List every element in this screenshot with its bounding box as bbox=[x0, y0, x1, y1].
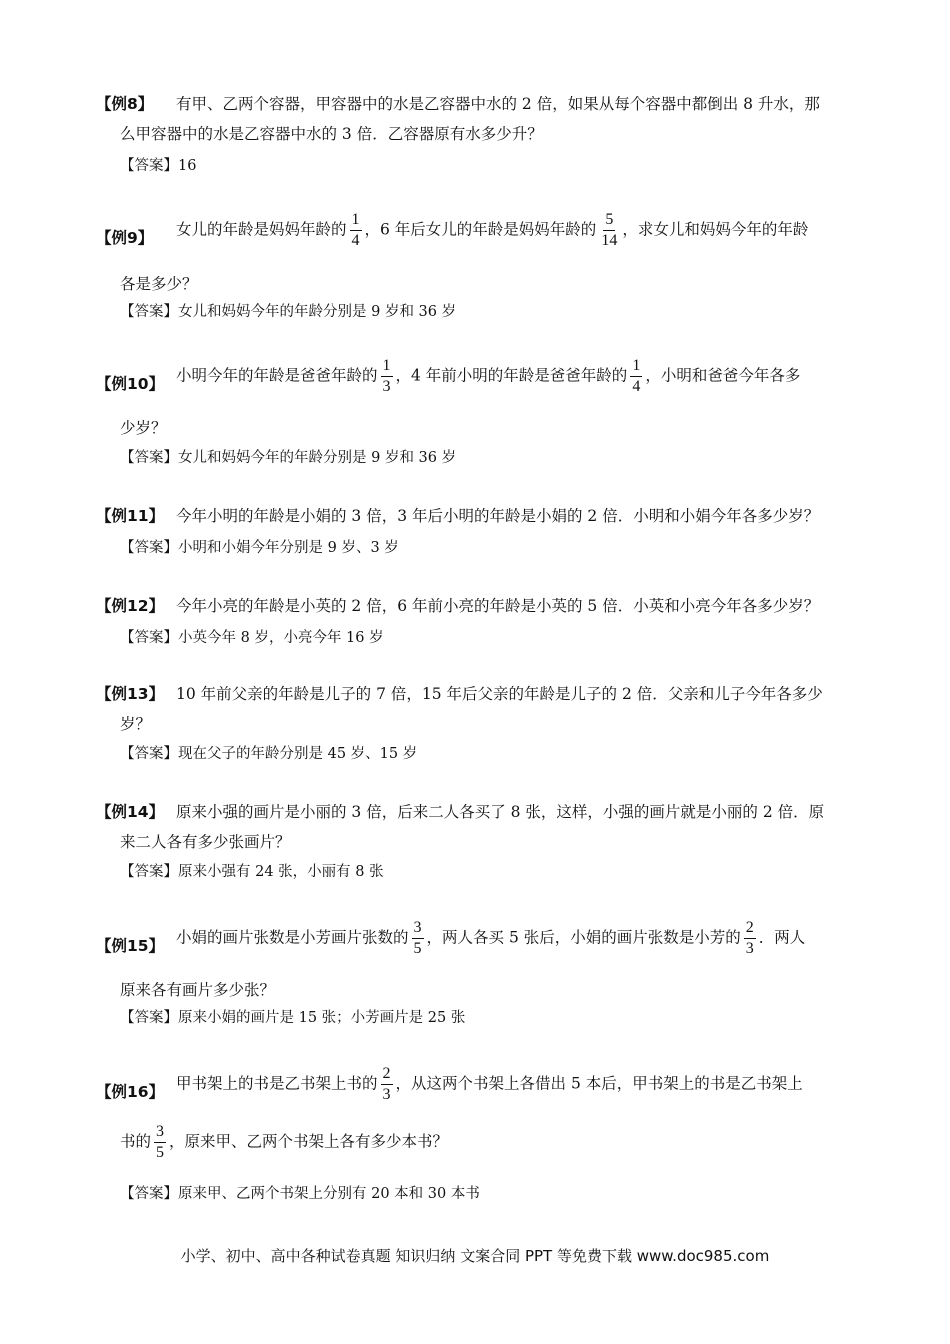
answer-text: 女儿和妈妈今年的年龄分别是 9 岁和 36 岁 bbox=[178, 304, 457, 320]
answer bbox=[120, 536, 399, 557]
question-text: 10 年前父亲的年龄是儿子的 7 倍，15 年后父亲的年龄是儿子的 2 倍．父亲和儿子今年各多少 bbox=[176, 685, 823, 703]
fraction: $\frac{3}{5}$ bbox=[413, 919, 422, 957]
question-text: 女儿的年龄是妈妈年龄的 $\frac{1}{4}$ ，6 年后女儿的年龄是妈妈年龄的 $\frac{5}{14}$ ，求女儿和妈妈今年的年龄 bbox=[176, 211, 809, 249]
fraction: $\frac{1}{4}$ bbox=[632, 357, 641, 395]
answer bbox=[120, 1182, 480, 1203]
fraction: $\frac{1}{4}$ bbox=[351, 211, 360, 249]
answer-text: 现在父子的年龄分别是 45 岁、15 岁 bbox=[178, 746, 418, 762]
answer-text: 小英今年 8 岁，小亮今年 16 岁 bbox=[178, 630, 384, 646]
answer-text: 原来甲、乙两个书架上分别有 20 本和 30 本书 bbox=[178, 1186, 480, 1202]
example-tag: 【例16】 bbox=[96, 1083, 165, 1101]
answer bbox=[120, 626, 384, 647]
answer-label: 【答案】 bbox=[120, 864, 178, 880]
answer bbox=[120, 1006, 465, 1027]
answer bbox=[120, 446, 456, 467]
example-tag: 【例11】 bbox=[96, 507, 165, 525]
example-tag: 【例12】 bbox=[96, 597, 165, 615]
fraction: $\frac{2}{3}$ bbox=[382, 1065, 391, 1103]
answer-label: 【答案】 bbox=[120, 746, 178, 762]
page-footer: 小学、初中、高中各种试卷真题 知识归纳 文案合同 PPT 等免费下载 www.doc985.com bbox=[180, 1247, 770, 1265]
example-tag: 【例9】 bbox=[96, 229, 154, 247]
answer-text: 原来小娟的画片是 15 张；小芳画片是 25 张 bbox=[178, 1010, 466, 1026]
question-text: 甲书架上的书是乙书架上书的 $\frac{2}{3}$ ，从这两个书架上各借出 5 本后，甲书架上的书是乙书架上 bbox=[176, 1065, 803, 1103]
answer bbox=[120, 742, 417, 763]
answer-label: 【答案】 bbox=[120, 450, 178, 466]
answer-label: 【答案】 bbox=[120, 1186, 178, 1202]
question-text-cont: 原来各有画片多少张？ bbox=[120, 981, 276, 999]
question-text-cont: 书的 $\frac{3}{5}$ ，原来甲、乙两个书架上各有多少本书？ bbox=[120, 1123, 449, 1161]
answer-label: 【答案】 bbox=[120, 158, 178, 174]
answer bbox=[120, 860, 384, 881]
example-tag: 【例10】 bbox=[96, 375, 165, 393]
answer-text: 原来小强有 24 张，小丽有 8 张 bbox=[178, 864, 384, 880]
question-text: 今年小亮的年龄是小英的 2 倍，6 年前小亮的年龄是小英的 5 倍．小英和小亮今年各多少岁？ bbox=[176, 597, 820, 615]
question-text: 今年小明的年龄是小娟的 3 倍，3 年后小明的年龄是小娟的 2 倍．小明和小娟今年各多少岁？ bbox=[176, 507, 820, 525]
example-tag: 【例13】 bbox=[96, 685, 165, 703]
fraction: $\frac{1}{3}$ bbox=[382, 357, 391, 395]
answer-text: 女儿和妈妈今年的年龄分别是 9 岁和 36 岁 bbox=[178, 450, 457, 466]
question-text-cont: 各是多少？ bbox=[120, 275, 198, 293]
answer-label: 【答案】 bbox=[120, 1010, 178, 1026]
answer bbox=[120, 154, 196, 175]
question-text-cont: 岁？ bbox=[120, 715, 152, 733]
answer bbox=[120, 300, 456, 321]
answer-label: 【答案】 bbox=[120, 304, 178, 320]
example-tag: 【例8】 bbox=[96, 95, 154, 113]
example-tag: 【例14】 bbox=[96, 803, 165, 821]
fraction: $\frac{5}{14}$ bbox=[601, 211, 618, 249]
answer-text: 小明和小娟今年分别是 9 岁、3 岁 bbox=[178, 540, 399, 556]
question-text: 有甲、乙两个容器，甲容器中的水是乙容器中水的 2 倍，如果从每个容器中都倒出 8 升水，那 bbox=[176, 95, 820, 113]
question-text-cont: 么甲容器中的水是乙容器中水的 3 倍．乙容器原有水多少升？ bbox=[120, 125, 543, 143]
question-text-cont: 来二人各有多少张画片？ bbox=[120, 833, 291, 851]
fraction: $\frac{3}{5}$ bbox=[156, 1123, 165, 1161]
answer-label: 【答案】 bbox=[120, 540, 178, 556]
answer-label: 【答案】 bbox=[120, 630, 178, 646]
answer-text: 16 bbox=[178, 158, 197, 174]
question-text-cont: 少岁？ bbox=[120, 419, 167, 437]
fraction: $\frac{2}{3}$ bbox=[745, 919, 754, 957]
example-tag: 【例15】 bbox=[96, 937, 165, 955]
question-text: 小明今年的年龄是爸爸年龄的 $\frac{1}{3}$ ，4 年前小明的年龄是爸爸年龄的 $\frac{1}{4}$ ，小明和爸爸今年各多 bbox=[176, 357, 801, 395]
question-text: 小娟的画片张数是小芳画片张数的 $\frac{3}{5}$ ，两人各买 5 张后，小娟的画片张数是小芳的 $\frac{2}{3}$ ．两人 bbox=[176, 919, 806, 957]
question-text: 原来小强的画片是小丽的 3 倍，后来二人各买了 8 张，这样，小强的画片就是小丽的 2 倍．原 bbox=[176, 803, 825, 821]
